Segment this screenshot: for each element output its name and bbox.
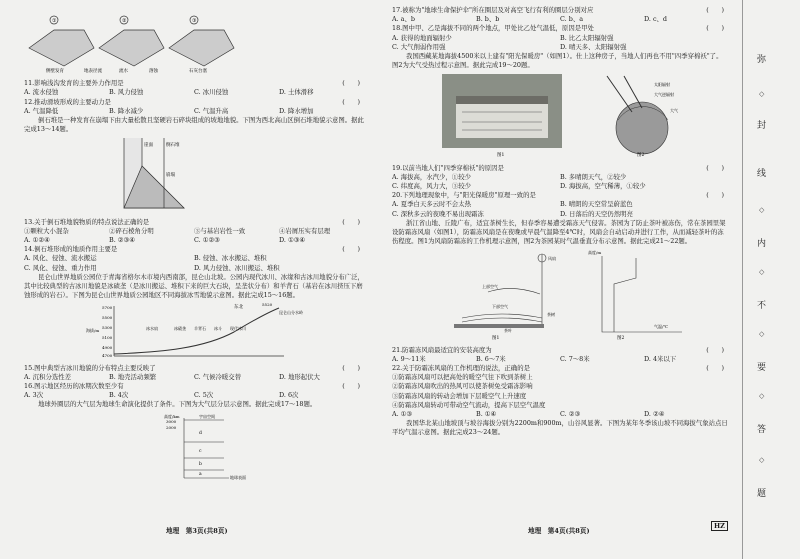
right-page-footer: 地理 第4页(共8页) [528,527,590,535]
q19-options-2: C. 纬度高，风力大，③较少 D. 海拔高，空气稀薄，①较少 [392,182,646,191]
right-page [392,6,728,438]
binding-char-5: 不 [757,301,767,311]
diamond-icon: ◇ [759,330,765,338]
q13-items: ①颗粒大小混杂 ②碎石棱角分明 ③与基岩岩性一致 ④岩屑压实有层理 [24,226,331,235]
fig-label-3: ③ [192,18,197,24]
glacier-tick-5100: 5100 [102,335,113,341]
q22-item-1: ①防霜冻风扇可以把高处的暖空气往下吹到茶树上 [392,373,533,382]
glacier-label-alt: 海拔/m [86,328,100,334]
glacier-figure [24,302,364,358]
fig1-label-lower-air: 下部空气 [492,304,508,310]
atm-label-a: a [199,471,202,477]
atm-label-c: c [199,448,202,454]
fig1-label-fan: 风扇 [548,256,556,262]
fig2-caption: 图2 [617,336,625,341]
q17-options: A. a、b B. b、b C. b、a D. c、d [392,15,668,24]
fig1-label-upper-air: 上部空气 [482,284,498,290]
atm-label-d: d [199,430,202,436]
atm-label-surface: 地球表面 [230,474,246,480]
glacier-label-modern: 现代冰川 [230,326,246,332]
fig-legend-2: 流水 [119,69,128,74]
fig-label-1: ① [52,18,57,24]
glacier-tick-4700: 4700 [102,353,113,359]
talus-label-cliff: 崖面 [144,143,153,149]
fig-caption-1: 侧壁发育 [46,69,64,74]
fig-label-2: ② [122,18,127,24]
fig2-label-counter: 大气逆辐射 [654,92,674,98]
diamond-icon: ◇ [759,456,765,464]
atm-label-2000: 2000 [166,424,177,430]
q22-options: A. ①③ B. ①④ C. ②③ D. ②④ [392,410,665,419]
hz-badge: HZ [711,521,728,531]
left-page-footer: 地理 第3页(共8页) [166,527,228,535]
binding-char-1: 弥 [757,55,767,65]
question-14: 14.倒石堆形成的地质作用主要是 ( ) [24,245,360,254]
intro-13-14: 倒石堆是一种发育在崩塌下由大量松散且坚硬岩石碎块组成的坡地地貌。下图为西北高山区倒石堆地貌示意图。据此完成13～14题。 [24,116,364,134]
question-21: 21.防霜冻风扇最适宜的安装高度为 ( ) [392,345,724,354]
fig1-label-leaf: 茶叶 [504,328,512,334]
fig1-caption: 图1 [497,153,505,159]
frost-fan-figures [392,248,728,340]
q11-options: A. 流水侵蚀 B. 风力侵蚀 C. 冰川侵蚀 D. 土体滑移 [24,88,314,97]
binding-char-6: 要 [757,363,767,373]
q14-options-1: A. 风化、侵蚀、流水搬运 B. 侵蚀、冰水搬运、堆积 [24,254,267,263]
glacier-tick-5700: 5700 [102,305,113,311]
diamond-icon: ◇ [759,392,765,400]
talus-label-collapse: 崩塌 [166,173,175,179]
q21-options: A. 9～11米 B. 6～7米 C. 7～8米 D. 4米以下 [392,354,677,363]
q20-options-1: A. 夏季白天多云时不会太热 B. 晴朗的天空常呈蔚蓝色 [392,200,633,209]
intro-15-16: 昆仑山世界地质公园位于青海省格尔木市境内西南部，昆仑山北坡。公园内现代冰川、冰缘和古冰川地貌分布广泛，其中比较典型的古冰川地貌是冰碛垄（是冰川搬运、堆积下来的巨大石块，呈垄状分布）和羊背石（基岩在冰川挤压下磨蚀形成的岩石）。下图为昆仑山世界地质公园地区不同海拔冰雪地貌示意图。据此完成15～16题。 [24,272,364,300]
q22-item-2: ②防霜冻风扇吹出的热风可以使茶树免受霜冻影响 [392,382,533,391]
fig-legend-3: 溶蚀 [149,69,158,74]
q18-options-2: C. 大气削弱作用强 D. 晴天多、太阳辐射强 [392,42,627,51]
glacier-tick-5300: 5300 [102,325,113,331]
fig2-label-solar: 太阳辐射 [654,82,670,88]
landform-figure [24,8,244,74]
question-19: 19.以前当地人们"四季穿棉袄"的原因是 ( ) [392,163,724,172]
q19-options-1: A. 海拔高，水汽少，①较少 B. 多晴朗天气，②较少 [392,172,627,181]
q18-options-1: A. 获得的地面辐射少 B. 比乙太阳辐射强 [392,33,614,42]
diamond-icon: ◇ [759,90,765,98]
q15-options: A. 沉积分选性差 B. 地壳活动频繁 C. 气候冷暖交替 D. 地形起伏大 [24,372,320,381]
question-13: 13.关于倒石堆地貌物质的特点说法正确的是 ( ) [24,217,360,226]
intro-21-22: 浙江省山地、丘陵广布，适宜茶树生长，但春季容易遭受霜冻天气侵害。茶园为了防止茶叶被冻伤，常在茶园里架设防霜冻风扇（如图1），防霜冻风扇是在夜晚或早晨气温降至4℃时，风扇会自动启动并进行工作，从而减轻茶叶的冻伤程度。图1为风扇防霜冻的工作机理示意图，图2为茶园某时气温垂直分布示意图。据此完成21～22题。 [392,218,726,246]
atmosphere-figure [24,412,364,480]
question-12: 12.推动滑坡形成的主要动力是 ( ) [24,97,360,106]
fig2-label-temp: 气温/℃ [654,324,668,330]
talus-label-heap: 倒石堆 [166,143,180,149]
glacier-tick-5500: 5500 [102,315,113,321]
diamond-icon: ◇ [759,268,765,276]
binding-margin [742,0,800,559]
q22-item-4: ④防霜冻风扇转动可带动空气流动，提高下层空气温度 [392,400,546,409]
fig2-label-atm: 大气 [670,108,678,114]
fig1-caption: 图1 [492,336,500,341]
glacier-label-ne: 东北 [234,305,243,311]
q22-item-3: ③防霜冻风扇的转动会增加下层暖空气上升速度 [392,391,527,400]
intro-23-24: 我国华北某山地坡顶与坡谷海拔分别为2200m和900m，山谷风显著。下图为某年冬季该山坡不同海拔气象站点日平均气温示意图。据此完成23～24题。 [392,419,728,437]
q12-options: A. 气温降低 B. 降水减少 C. 气温升高 D. 降水增加 [24,106,314,115]
atm-label-3000: 3000 [166,418,177,424]
glacier-label-cirque: 冰斗 [214,326,222,332]
atm-label-height: 高度/km [164,413,180,419]
q13-options: A. ①②④ B. ②③④ C. ①②③ D. ①③④ [24,236,306,245]
binding-char-4: 内 [757,239,767,249]
glacier-label-roche: 羊背石 [194,326,206,332]
fig-caption-2: 石灰台塞 [189,69,207,74]
atm-label-space: 宇宙空间 [199,413,215,419]
q14-options-2: C. 风化、侵蚀、重力作用 D. 风力侵蚀、冰川搬运、堆积 [24,263,280,272]
glacier-tick-4900: 4900 [102,345,113,351]
fig-legend-1: 地表径流 [84,69,102,74]
fig2-caption: 图2 [637,153,645,159]
talus-figure [24,136,364,212]
diamond-icon: ◇ [759,206,765,214]
glacier-label-5520: 5520 [262,302,273,308]
question-17: 17.被称为"地球生命保护伞"所在圈层及对高空飞行有利的圈层分别对应 ( ) [392,6,724,14]
q16-options: A. 3次 B. 4次 C. 5次 D. 6次 [24,391,299,400]
question-20: 20.下列地理现象中，与"阳光保暖房"原理一致的是 ( ) [392,191,724,200]
question-11: 11.影响浅沟发育的主要外力作用是 ( ) [24,79,360,88]
solar-house-figures [392,72,728,158]
glacier-label-moraine: 冰碛垄 [174,326,186,332]
atm-label-b: b [199,461,202,467]
question-16: 16.图示地区经历的冰期次数至少有 ( ) [24,382,360,391]
question-22: 22.关于防霜冻风扇的工作机理的说法，正确的是 ( ) [392,364,724,373]
binding-char-3: 线 [757,169,767,179]
fig2-label-height: 高度/m [588,250,602,256]
binding-char-2: 封 [757,121,767,131]
binding-char-7: 答 [757,425,767,435]
intro-17-18: 地球外圈层的大气层为地球生命演化提供了条件。下图为大气层分层示意图。据此完成17～18题。 [38,400,317,409]
fig1-label-tea: 茶树 [547,312,555,318]
intro-19-20: 我国西藏某地海拔4500米以上建有"阳光保暖房"（如图1）。仕上这种房子，当地人们再也不用"四季穿棉袄"了。图2为大气受热过程示意图。据此完成19～20题。 [392,52,723,70]
q20-options-2: C. 深秋多云的夜晚不易出现霜冻 D. 日落后的天空仍然明亮 [392,209,633,218]
question-18: 18.图中甲、乙是海拔不同的两个地点，甲处比乙处气温低，原因是甲处 ( ) [392,24,724,33]
glacier-label-divide: 昆仑山分水岭 [279,310,303,316]
glacier-label-fan: 冰水扇 [146,326,158,332]
binding-char-8: 题 [757,489,767,499]
question-15: 15.图中典型古冰川地貌的分布特点主要反映了 ( ) [24,363,360,372]
left-page [24,6,364,485]
